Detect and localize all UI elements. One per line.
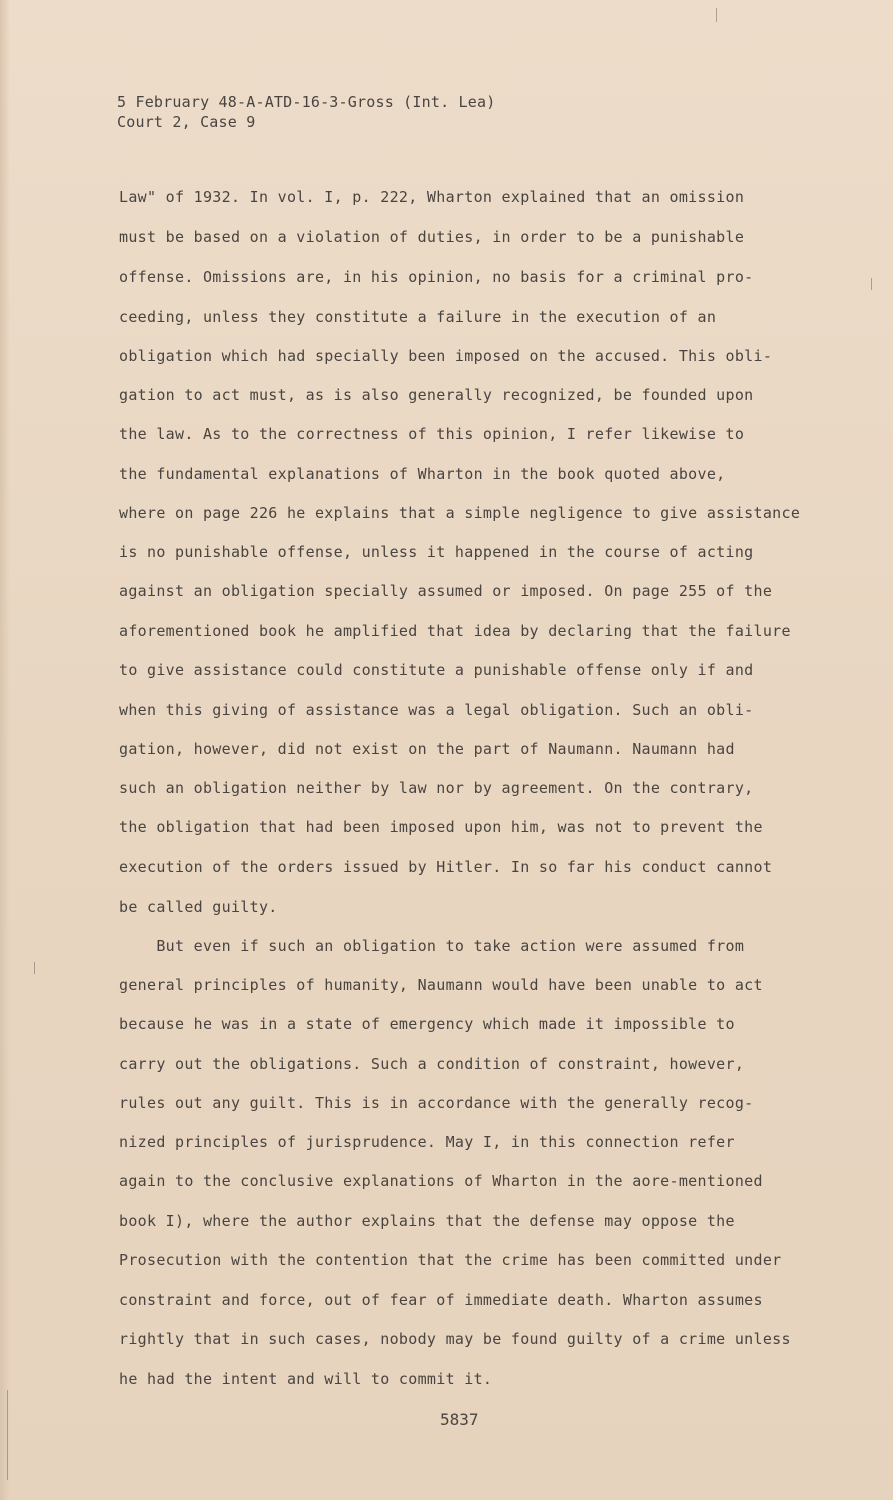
stray-mark — [34, 962, 35, 974]
text-line: be called guilty. — [119, 898, 278, 916]
text-line: because he was in a state of emergency which made it impossible to — [119, 1015, 735, 1033]
header-line-court-case: Court 2, Case 9 — [117, 113, 256, 131]
text-line: carry out the obligations. Such a condition of constraint, however, — [119, 1055, 745, 1073]
text-line: when this giving of assistance was a legal obligation. Such an obli- — [119, 701, 754, 719]
text-line: rightly that in such cases, nobody may be found guilty of a crime unless — [119, 1330, 791, 1348]
text-line: against an obligation specially assumed or imposed. On page 255 of the — [119, 582, 773, 600]
text-line: offense. Omissions are, in his opinion, no basis for a criminal pro- — [119, 268, 754, 286]
stray-mark — [871, 278, 872, 290]
text-line: rules out any guilt. This is in accordance with the generally recog- — [119, 1094, 754, 1112]
page-number: 5837 — [440, 1410, 479, 1429]
text-line: Prosecution with the contention that the crime has been committed under — [119, 1251, 782, 1269]
text-line: the fundamental explanations of Wharton in the book quoted above, — [119, 465, 726, 483]
text-line: general principles of humanity, Naumann would have been unable to act — [119, 976, 763, 994]
text-line-paragraph-start: But even if such an obligation to take action were assumed from — [119, 937, 745, 955]
text-line: to give assistance could constitute a punishable offense only if and — [119, 661, 754, 679]
text-line: is no punishable offense, unless it happened in the course of acting — [119, 543, 754, 561]
text-line: the law. As to the correctness of this opinion, I refer likewise to — [119, 425, 745, 443]
header-line-date-reference: 5 February 48-A-ATD-16-3-Gross (Int. Lea) — [117, 93, 496, 111]
text-line: gation to act must, as is also generally recognized, be founded upon — [119, 386, 754, 404]
text-line: where on page 226 he explains that a simple negligence to give assistance — [119, 504, 801, 522]
text-line: execution of the orders issued by Hitler. In so far his conduct cannot — [119, 858, 773, 876]
text-line: constraint and force, out of fear of immediate death. Wharton assumes — [119, 1291, 763, 1309]
text-line: must be based on a violation of duties, in order to be a punishable — [119, 228, 745, 246]
text-line: Law" of 1932. In vol. I, p. 222, Wharton explained that an omission — [119, 188, 745, 206]
text-line: aforementioned book he amplified that idea by declaring that the failure — [119, 622, 791, 640]
text-line: such an obligation neither by law nor by agreement. On the contrary, — [119, 779, 754, 797]
stray-mark — [716, 8, 717, 22]
text-line: obligation which had specially been imposed on the accused. This obli- — [119, 347, 773, 365]
text-line: ceeding, unless they constitute a failure in the execution of an — [119, 308, 717, 326]
text-line: again to the conclusive explanations of Wharton in the aore-mentioned — [119, 1172, 763, 1190]
text-line: nized principles of jurisprudence. May I, in this connection refer — [119, 1133, 735, 1151]
text-line: the obligation that had been imposed upon him, was not to prevent the — [119, 818, 763, 836]
document-header — [117, 92, 495, 132]
text-line: gation, however, did not exist on the part of Naumann. Naumann had — [119, 740, 735, 758]
text-line: book I), where the author explains that the defense may oppose the — [119, 1212, 735, 1230]
page-edge-shadow — [0, 0, 10, 1500]
stray-mark — [7, 1390, 8, 1480]
text-line: he had the intent and will to commit it. — [119, 1370, 493, 1388]
